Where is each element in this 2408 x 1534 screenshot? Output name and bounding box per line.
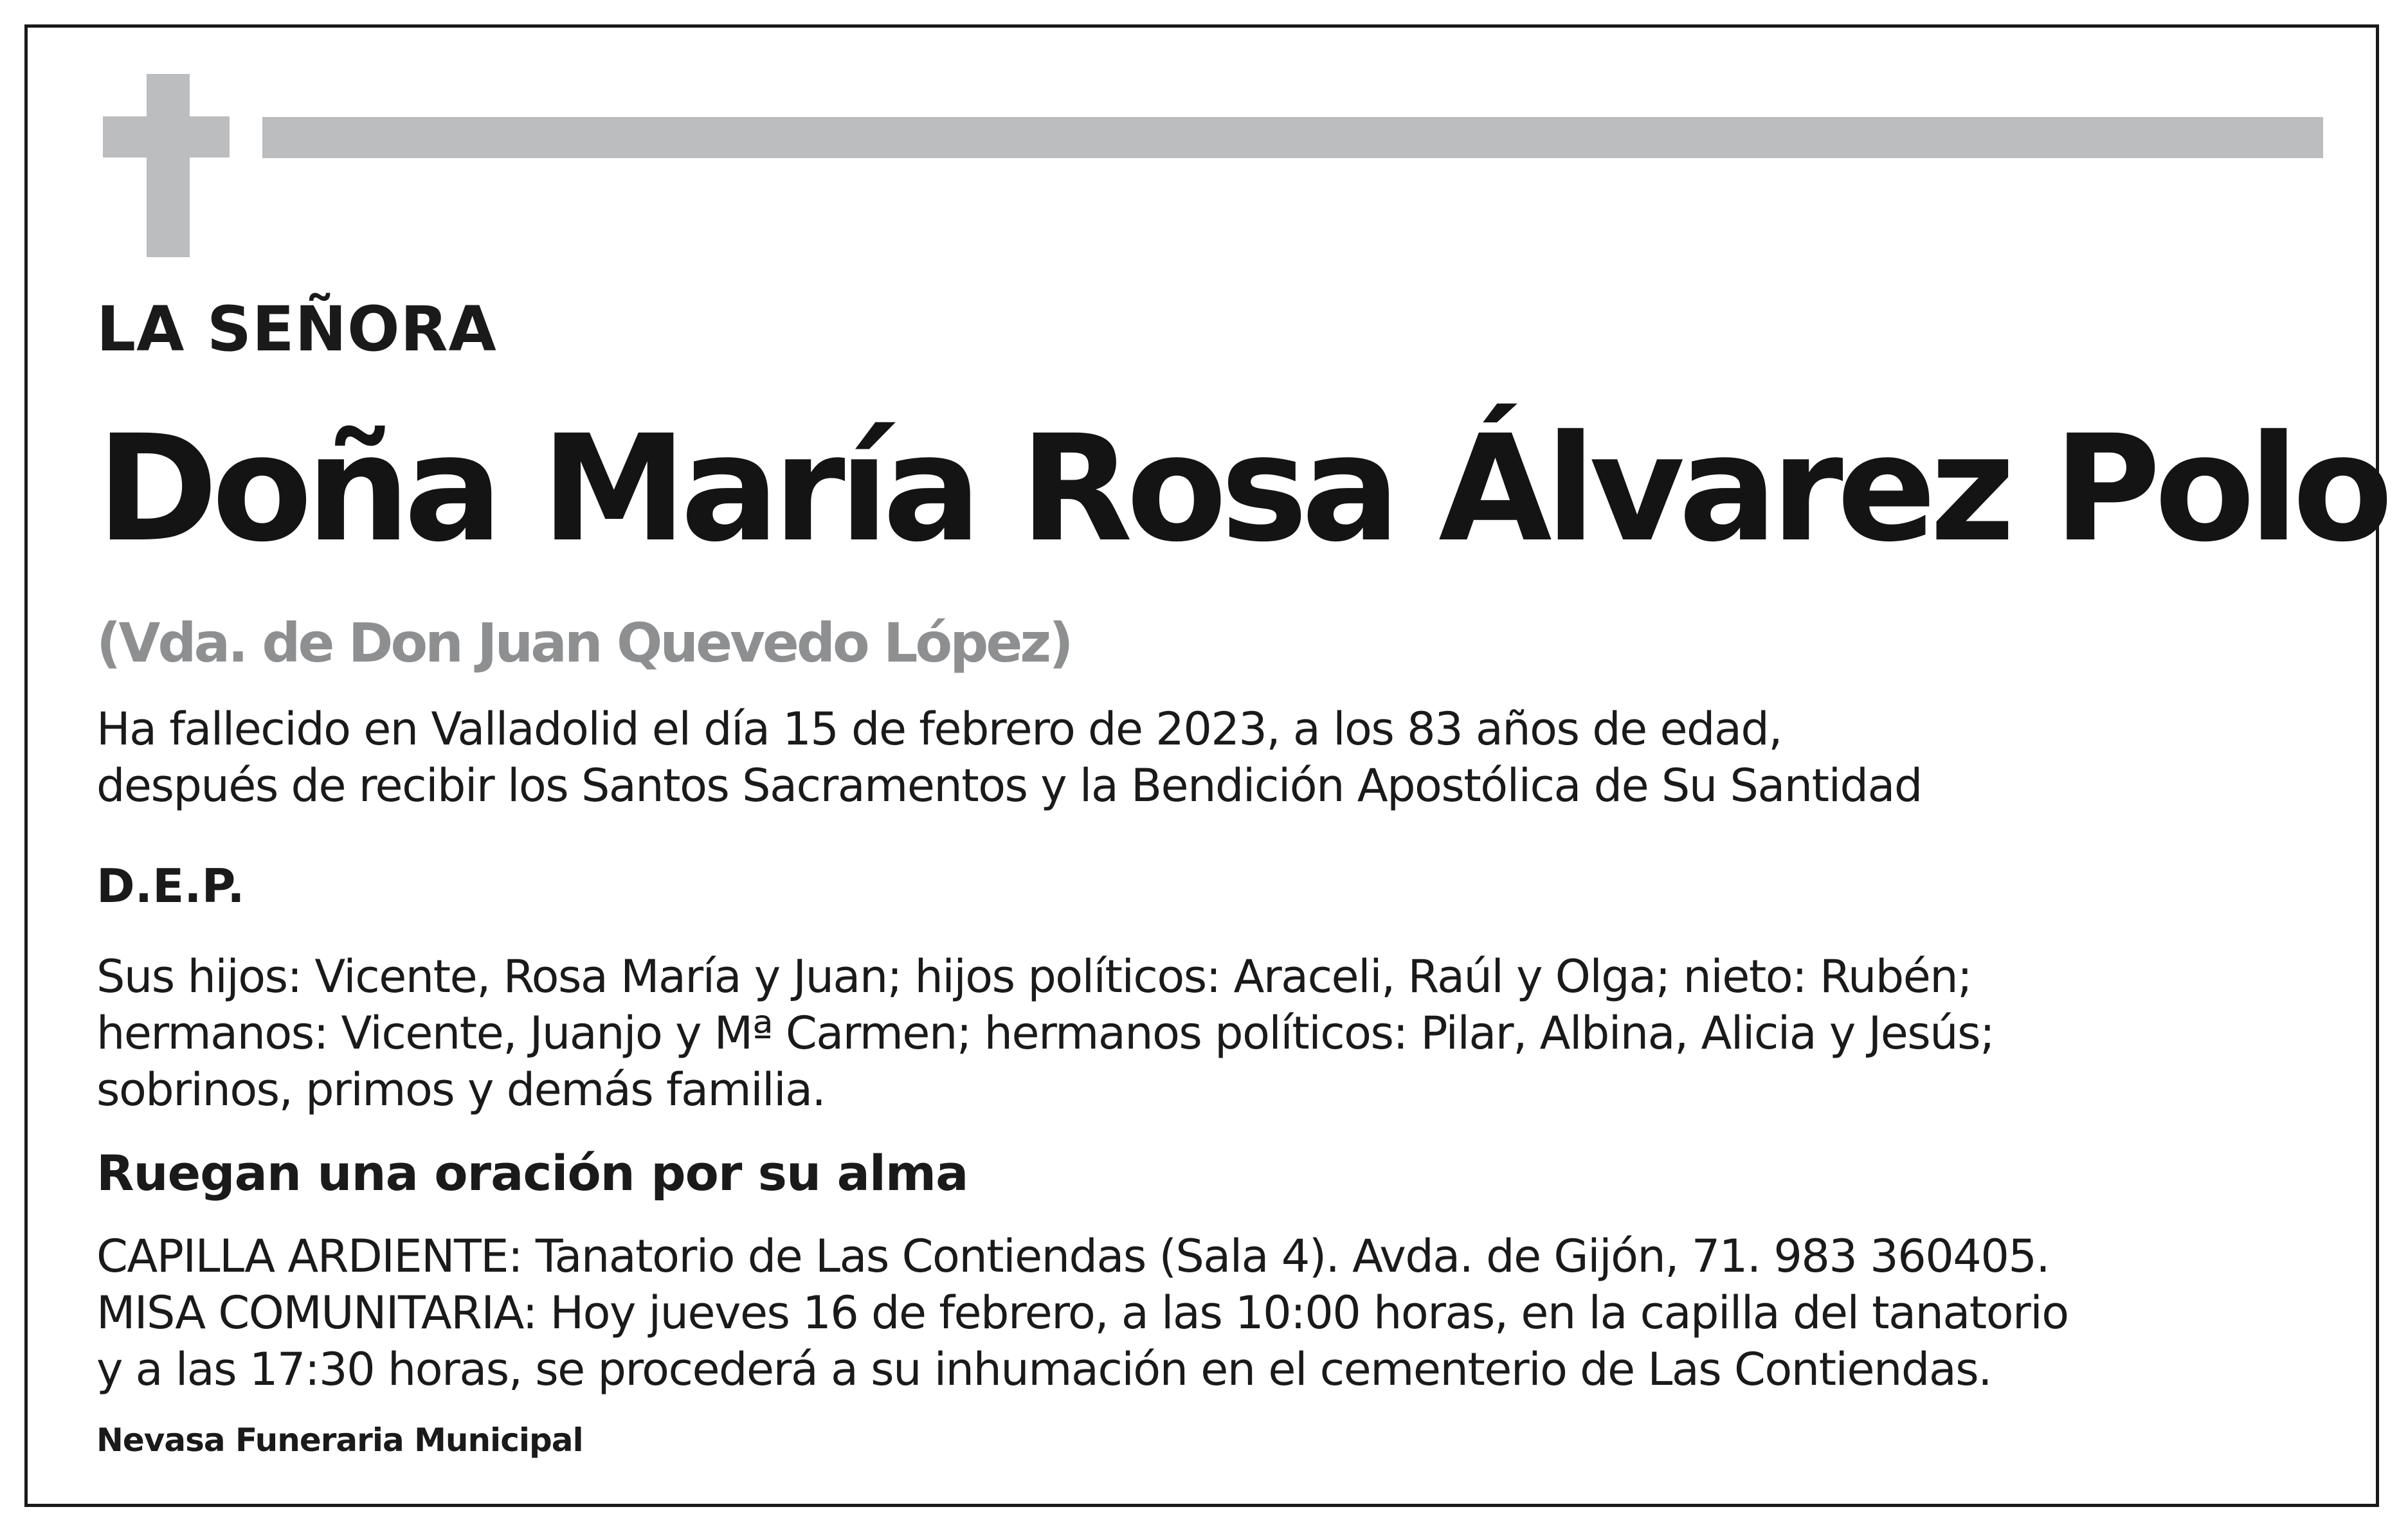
rip-label: D.E.P. [96, 859, 245, 913]
service-line: MISA COMUNITARIA: Hoy jueves 16 de febrero, a las 10:00 horas, en la capilla del tanatorio [96, 1286, 2069, 1339]
family-line: Sus hijos: Vicente, Rosa María y Juan; hijos políticos: Araceli, Raúl y Olga; nieto: Rubén; [96, 950, 1972, 1003]
death-notice-line: después de recibir los Santos Sacramentos y la Bendición Apostólica de Su Santidad [96, 759, 1922, 812]
service-line: CAPILLA ARDIENTE: Tanatorio de Las Contiendas (Sala 4). Avda. de Gijón, 71. 983 360405. [96, 1230, 2050, 1283]
service-line: y a las 17:30 horas, se procederá a su inhumación en el cementerio de Las Contiendas. [96, 1343, 1991, 1396]
death-notice [96, 701, 1922, 814]
prayer-request: Ruegan una oración por su alma [96, 1144, 968, 1202]
funeral-home: Nevasa Funeraria Municipal [96, 1421, 583, 1459]
widow-of: (Vda. de Don Juan Quevedo López) [96, 611, 1071, 674]
header-rule [262, 117, 2323, 158]
honorific: LA SEÑORA [96, 293, 497, 365]
cross-horizontal-bar [103, 116, 230, 158]
family-line: hermanos: Vicente, Juanjo y Mª Carmen; hermanos políticos: Pilar, Albina, Alicia y Jesús; [96, 1007, 1995, 1060]
cross-icon [103, 74, 230, 257]
cross-vertical-bar [147, 74, 190, 257]
service-details [96, 1228, 2069, 1398]
deceased-name: Doña María Rosa Álvarez Polo [96, 403, 2387, 574]
family-list [96, 948, 1994, 1118]
death-notice-line: Ha fallecido en Valladolid el día 15 de febrero de 2023, a los 83 años de edad, [96, 703, 1782, 755]
family-line: sobrinos, primos y demás familia. [96, 1063, 826, 1116]
